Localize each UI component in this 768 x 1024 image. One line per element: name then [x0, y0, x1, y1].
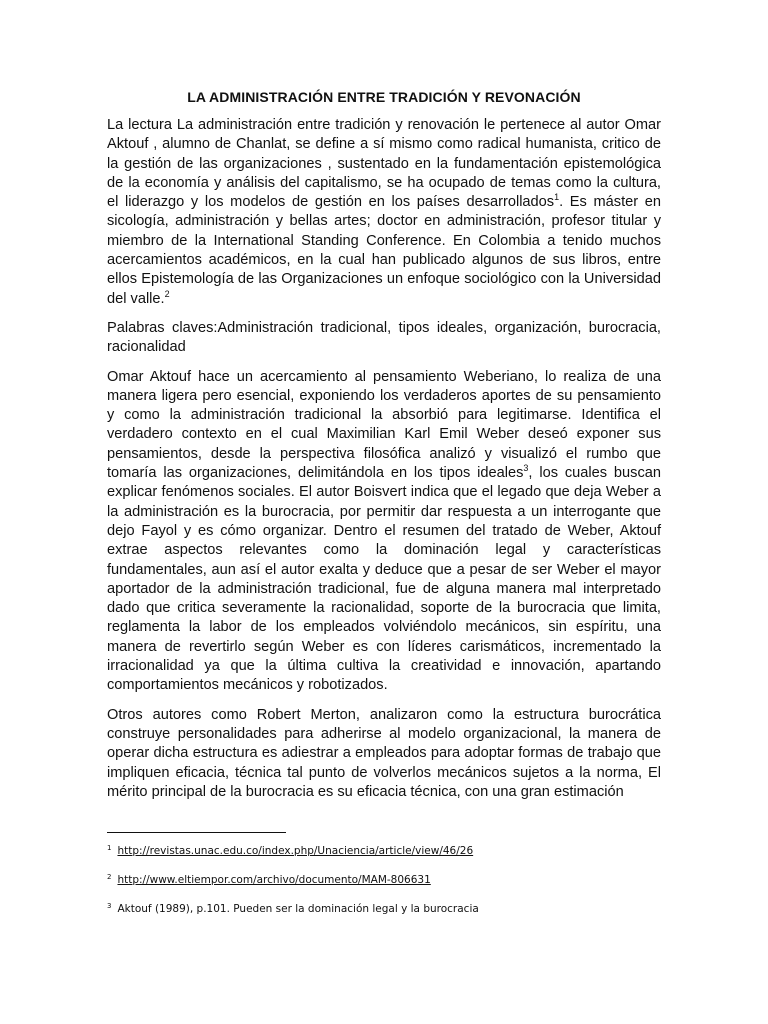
footnote-ref-1[interactable]: 1	[554, 192, 560, 203]
paragraph-intro-text-a: La lectura La administración entre tradición y renovación le pertenece al autor Omar Aktouf , alumno de Chanlat, se define a sí mismo como radical humanista, critico de la gestión de las organizaciones , sustentado en la fundamentación epistemológica de la economía y análisis del capitalismo, se ha ocupado de temas como la cultura, el liderazgo y los modelos de gestión en los países desarrollados	[107, 117, 661, 211]
footnote-number: 3	[107, 901, 112, 910]
footnote-link[interactable]: http://www.eltiempor.com/archivo/documento/MAM-806631	[117, 874, 431, 886]
document-title: LA ADMINISTRACIÓN ENTRE TRADICIÓN Y REVONACIÓN	[187, 89, 581, 105]
footnote-number: 1	[107, 843, 112, 852]
footnote-text: Aktouf (1989), p.101. Pueden ser la dominación legal y la burocracia	[117, 903, 479, 915]
footnote-1	[107, 844, 661, 858]
footnote-number: 2	[107, 872, 112, 881]
footnote-ref-2[interactable]: 2	[164, 288, 170, 299]
paragraph-weber	[107, 368, 661, 696]
document-body	[107, 88, 661, 812]
paragraph-keywords: Palabras claves:Administración tradicional, tipos ideales, organización, burocracia, racionalidad	[107, 319, 661, 356]
paragraph-intro	[107, 116, 661, 309]
footnote-2	[107, 873, 661, 887]
footnote-ref-3[interactable]: 3	[523, 463, 529, 474]
paragraph-weber-text-b: , los cuales buscan explicar fenómenos sociales. El autor Boisvert indica que el legado que deja Weber a la administración es la burocracia, por permitir dar respuesta a un interrogante que dejo Fayol y es cómo organizar. Dentro el resumen del tratado de Weber, Aktouf extrae aspectos relevantes como la dominación legal y características fundamentales, aun así el autor exalta y deduce que a pesar de ser Weber el mayor aportador de la administración tradicional, fue de alguna manera mal interpretado dado que critica severamente la racionalidad, soporte de la burocracia que limita, reglamenta la labor de los empleados volviéndolo mecánicos, sin espíritu, una manera de revertirlo según Weber es con líderes carismáticos, incrementado la irracionalidad ya que la última cultiva la creatividad e innovación, apartando comportamientos mecánicos y robotizados.	[107, 465, 661, 694]
footnote-3	[107, 902, 661, 916]
paragraph-intro-text-b: . Es máster en sicología, administración y bellas artes; doctor en administración, profesor titular y miembro de la International Standing Conference. En Colombia a tenido muchos acercamientos académicos, en la cual han publicado algunos de sus libros, entre ellos Epistemología de las Organizaciones un enfoque sociológico con la Universidad del valle.	[107, 194, 661, 307]
paragraph-weber-text-a: Omar Aktouf hace un acercamiento al pensamiento Weberiano, lo realiza de una manera ligera pero esencial, exponiendo los verdaderos aportes de su pensamiento y como la administración tradicional la absorbió para legitimarse. Identifica el verdadero contexto en el cual Maximilian Karl Emil Weber deseó exponer sus pensamientos, desde la perspectiva filosófica analizó y visualizó el rumbo que tomaría las organizaciones, delimitándola en los tipos ideales	[107, 368, 661, 482]
paragraph-merton: Otros autores como Robert Merton, analizaron como la estructura burocrática construye personalidades para adherirse al modelo organizacional, la manera de operar dicha estructura es adiestrar a empleados para adoptar formas de trabajo que impliquen eficacia, técnica tal punto de volverlos mecánicos sujetos a la norma, El mérito principal de la burocracia es su eficacia técnica, con una gran estimación	[107, 706, 661, 800]
footnote-link[interactable]: http://revistas.unac.edu.co/index.php/Unaciencia/article/view/46/26	[117, 845, 474, 857]
footnote-separator	[107, 832, 286, 833]
footnotes-section	[107, 844, 661, 931]
